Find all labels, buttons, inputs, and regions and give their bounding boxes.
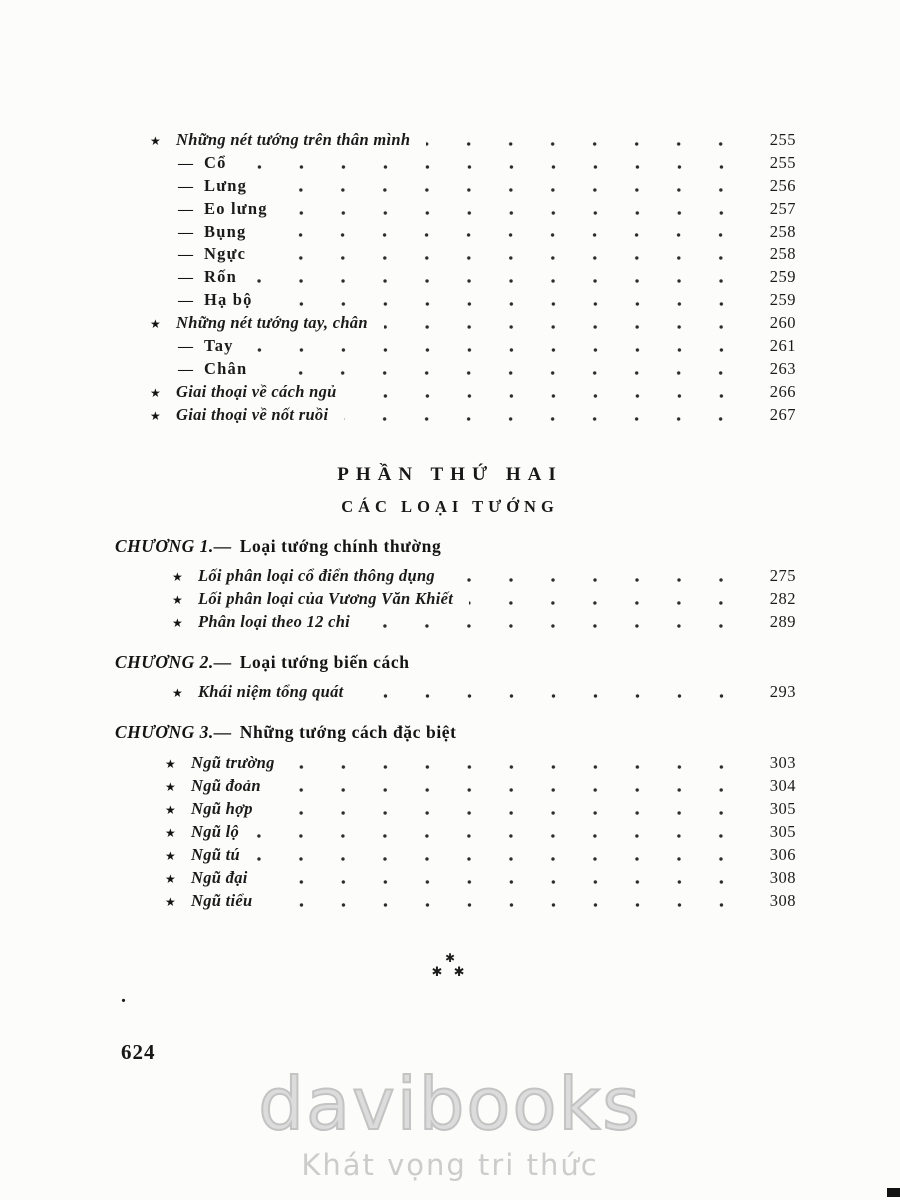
chapter-2-label: CHƯƠNG 2.— [115, 652, 232, 672]
star-icon: ★ [165, 849, 176, 863]
dot-leader [291, 761, 742, 773]
toc-entry-label: Ngũ đại [191, 868, 248, 887]
toc-page-number: 308 [769, 868, 796, 887]
star-icon: ★ [150, 408, 161, 423]
toc-page-number: 275 [769, 566, 796, 585]
toc-page-number: 258 [769, 244, 796, 264]
star-icon: ★ [172, 616, 183, 630]
toc-entry [165, 891, 796, 914]
toc-entry-label: Khái niệm tổng quát [198, 682, 344, 701]
part-heading [0, 464, 900, 517]
toc-entry-label: Bụng [204, 221, 247, 241]
asterisk-icon: ✱ [444, 951, 456, 965]
dot-leader [384, 321, 742, 333]
toc-entry [172, 682, 796, 705]
dot-leader [366, 620, 742, 632]
chapter-1-heading [115, 536, 441, 557]
chapter-1-list [172, 566, 796, 635]
dot-leader [250, 344, 742, 356]
toc-entry-label: Chân [204, 358, 248, 378]
toc-entry [150, 199, 796, 222]
toc-page-number: 260 [769, 313, 796, 333]
dot-leader [269, 807, 742, 819]
dot-leader [262, 252, 742, 264]
dot-leader [284, 207, 742, 219]
part-heading-line2: CÁC LOẠI TƯỚNG [341, 497, 559, 516]
dash-marker: — [178, 224, 193, 241]
toc-entry [165, 799, 796, 822]
toc-entry-label: Ngũ hợp [191, 799, 253, 818]
dot-leader [253, 275, 742, 287]
dash-marker: — [178, 293, 193, 310]
dash-marker: — [178, 361, 193, 378]
toc-entry-label: Giai thoại về cách ngủ [176, 381, 337, 401]
toc-entry-label: Ngũ tiểu [191, 891, 253, 910]
toc-entry-label: Lối phân loại cổ điển thông dụng [198, 566, 435, 585]
toc-page-number: 308 [769, 891, 796, 910]
toc-entry [172, 612, 796, 635]
toc-page-number: 282 [769, 589, 796, 608]
dot-leader [353, 390, 742, 402]
toc-entry [150, 153, 796, 176]
toc-page-number: 258 [769, 221, 796, 241]
toc-page-number: 293 [769, 682, 796, 701]
dot-leader [360, 690, 742, 702]
toc-entry [165, 845, 796, 868]
toc-page-number: 256 [769, 175, 796, 195]
dash-marker: — [178, 339, 193, 356]
dot-leader [256, 853, 742, 865]
star-icon: ★ [165, 803, 176, 817]
watermark-tagline: Khát vọng tri thức [301, 1148, 599, 1182]
toc-entry-label: Ngũ tú [191, 845, 241, 864]
star-icon: ★ [165, 826, 176, 840]
chapter-3-heading [115, 722, 457, 743]
dash-marker: — [178, 178, 193, 195]
dash-marker: — [178, 270, 193, 287]
toc-entry-label: Rốn [204, 267, 237, 287]
dash-marker: — [178, 201, 193, 218]
toc-page-number: 306 [769, 845, 796, 864]
toc-page-number: 255 [769, 130, 796, 149]
dot-leader [263, 367, 742, 379]
toc-page-number: 257 [769, 198, 796, 218]
asterisk-pair-icon: ✱ ✱ [431, 964, 469, 979]
toc-entry [150, 244, 796, 267]
scan-dot-artifact: . [121, 985, 126, 1007]
dash-marker: — [178, 155, 193, 172]
dot-leader [451, 574, 742, 586]
toc-entry [150, 359, 796, 382]
star-icon: ★ [172, 686, 183, 700]
dot-leader [255, 830, 742, 842]
toc-page-number: 304 [769, 776, 796, 795]
toc-entry-label: Ngũ trường [191, 753, 275, 772]
dot-leader [469, 597, 742, 609]
toc-entry-label: Ngũ đoản [191, 776, 261, 795]
toc-page-number: 266 [769, 381, 796, 401]
dot-leader [426, 138, 742, 150]
toc-entry [150, 405, 796, 428]
toc-entry [150, 382, 796, 405]
dot-leader [269, 899, 742, 911]
toc-entry-label: Cổ [204, 152, 227, 172]
dot-leader [344, 413, 742, 425]
toc-entry [150, 267, 796, 290]
star-icon: ★ [172, 570, 183, 584]
toc-entry [165, 753, 796, 776]
star-icon: ★ [165, 757, 176, 771]
dot-leader [263, 184, 742, 196]
toc-page-number: 259 [769, 290, 796, 310]
dot-leader [264, 876, 742, 888]
scan-corner-artifact [887, 1188, 900, 1197]
toc-entry-label: Phân loại theo 12 chi [198, 612, 351, 631]
toc-entry-label: Hạ bộ [204, 290, 253, 310]
toc-entry [150, 130, 796, 153]
asterism-ornament [0, 952, 900, 978]
chapter-3-list [165, 753, 796, 914]
toc-entry [172, 566, 796, 589]
toc-page-number: 261 [769, 336, 796, 356]
toc-entry [165, 776, 796, 799]
chapter-1-label: CHƯƠNG 1.— [115, 536, 232, 556]
toc-entry-label: Những nét tướng trên thân mình [176, 130, 411, 149]
toc-page-number: 305 [769, 799, 796, 818]
toc-entry-label: Tay [204, 336, 234, 356]
toc-page-number: 255 [769, 152, 796, 172]
toc-top-list [150, 130, 796, 428]
star-icon: ★ [150, 385, 161, 400]
chapter-2-title: Loại tướng biến cách [239, 652, 410, 672]
star-icon: ★ [172, 593, 183, 607]
chapter-3-label: CHƯƠNG 3.— [115, 722, 232, 742]
watermark-logo: davibooks [258, 1062, 642, 1146]
toc-entry [165, 822, 796, 845]
toc-entry [150, 222, 796, 245]
toc-entry [150, 176, 796, 199]
folio-page-number: 624 [121, 1040, 156, 1064]
star-icon: ★ [165, 895, 176, 909]
toc-page-number: 263 [769, 358, 796, 378]
dot-leader [262, 229, 742, 241]
toc-entry-label: Ngũ lộ [191, 822, 240, 841]
toc-page-number: 259 [769, 267, 796, 287]
toc-entry [165, 868, 796, 891]
dot-leader [269, 298, 742, 310]
toc-entry-label: Lối phân loại của Vương Văn Khiết [198, 589, 454, 608]
toc-entry [172, 589, 796, 612]
toc-entry [150, 290, 796, 313]
toc-entry [150, 313, 796, 336]
star-icon: ★ [150, 317, 161, 332]
toc-page-number: 289 [769, 612, 796, 631]
toc-page-number: 303 [769, 753, 796, 772]
toc-page-number: 267 [769, 404, 796, 424]
part-heading-line1: PHẦN THỨ HAI [337, 464, 563, 485]
toc-entry-label: Ngực [204, 244, 247, 264]
chapter-3-title: Những tướng cách đặc biệt [239, 722, 457, 742]
toc-entry-label: Eo lưng [204, 198, 268, 218]
chapter-1-title: Loại tướng chính thường [239, 536, 442, 556]
chapter-2-list [172, 682, 796, 705]
dot-leader [277, 784, 742, 796]
dash-marker: — [178, 247, 193, 264]
toc-entry [150, 336, 796, 359]
toc-entry-label: Lưng [204, 175, 248, 195]
toc-entry-label: Giai thoại về nốt ruồi [176, 404, 329, 424]
star-icon: ★ [165, 780, 176, 794]
star-icon: ★ [165, 872, 176, 886]
chapter-2-heading [115, 652, 410, 673]
star-icon: ★ [150, 134, 161, 148]
toc-entry-label: Những nét tướng tay, chân [176, 313, 368, 333]
toc-page-number: 305 [769, 822, 796, 841]
dot-leader [243, 161, 742, 173]
